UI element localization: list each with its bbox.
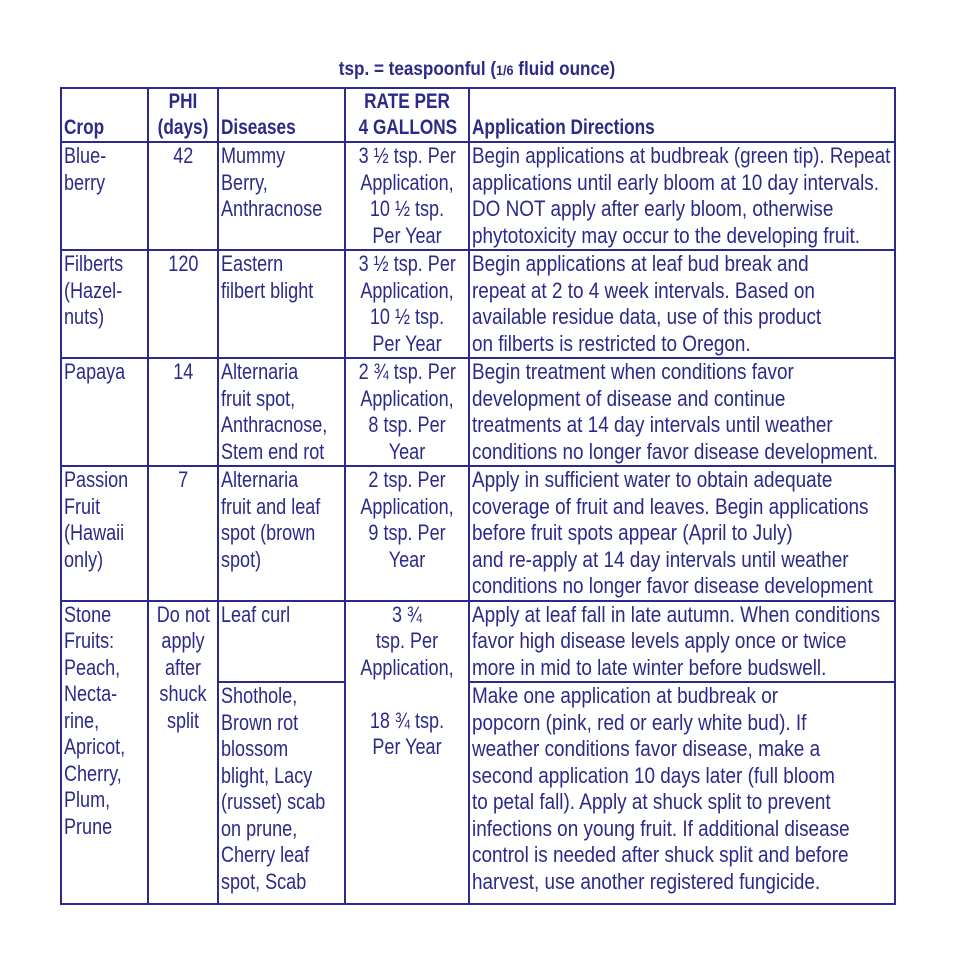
- directions-cell: Begin applications at budbreak (green tip). Repeat applications until early bloom at 10 day intervals. DO NOT apply after early bloom, otherwise phytotoxicity may occur to the developing fruit.: [469, 142, 895, 250]
- diseases-cell: Mummy Berry, Anthracnose: [218, 142, 345, 250]
- rate-cell: 3 ¾ tsp. Per Application, 18 ¾ tsp. Per Year: [345, 601, 469, 905]
- fungicide-application-table: [60, 87, 896, 905]
- header-crop: Crop: [61, 88, 148, 142]
- rate-cell: 2 tsp. Per Application, 9 tsp. Per Year: [345, 466, 469, 601]
- caption-text-start: tsp. = teaspoonful (: [338, 59, 497, 80]
- header-phi: PHI (days): [148, 88, 218, 142]
- diseases-cell: Leaf curl: [218, 601, 345, 683]
- rate-cell: 2 ¾ tsp. Per Application, 8 tsp. Per Year: [345, 358, 469, 466]
- directions-cell: Begin applications at leaf bud break and repeat at 2 to 4 week intervals. Based on available residue data, use of this product on filberts is restricted to Oregon.: [469, 250, 895, 358]
- table-row: [61, 250, 895, 358]
- header-rate: RATE PER 4 GALLONS: [345, 88, 469, 142]
- directions-cell: Begin treatment when conditions favor development of disease and continue treatments at 14 day intervals until weather conditions no longer favor disease development.: [469, 358, 895, 466]
- phi-cell: 7: [148, 466, 218, 601]
- directions-cell: Apply at leaf fall in late autumn. When conditions favor high disease levels apply once or twice more in mid to late winter before budswell.: [469, 601, 895, 683]
- crop-cell: Blue- berry: [61, 142, 148, 250]
- phi-cell: 14: [148, 358, 218, 466]
- crop-cell: Passion Fruit (Hawaii only): [61, 466, 148, 601]
- diseases-cell: Shothole, Brown rot blossom blight, Lacy (russet) scab on prune, Cherry leaf spot, Scab: [218, 682, 345, 904]
- directions-cell: Apply in sufficient water to obtain adequate coverage of fruit and leaves. Begin applications before fruit spots appear (April to July) and re-apply at 14 day intervals until weather conditions no longer favor disease development: [469, 466, 895, 601]
- diseases-cell: Alternaria fruit and leaf spot (brown spot): [218, 466, 345, 601]
- crop-cell: Stone Fruits: Peach, Necta- rine, Apricot, Cherry, Plum, Prune: [61, 601, 148, 905]
- phi-cell: 42: [148, 142, 218, 250]
- header-directions: Application Directions: [469, 88, 895, 142]
- table-row: [61, 142, 895, 250]
- phi-cell: Do not apply after shuck split: [148, 601, 218, 905]
- diseases-cell: Eastern filbert blight: [218, 250, 345, 358]
- header-diseases: Diseases: [218, 88, 345, 142]
- header-row: [61, 88, 895, 142]
- crop-cell: Filberts (Hazel- nuts): [61, 250, 148, 358]
- rate-cell: 3 ½ tsp. Per Application, 10 ½ tsp. Per Year: [345, 142, 469, 250]
- directions-cell: Make one application at budbreak or popcorn (pink, red or early white bud). If weather conditions favor disease, make a second application 10 days later (full bloom to petal fall). Apply at shuck split to prevent infections on young fruit. If additional disease control is needed after shuck split and before harvest, use another registered fungicide.: [469, 682, 895, 904]
- table-row: [61, 601, 895, 683]
- diseases-cell: Alternaria fruit spot, Anthracnose, Stem end rot: [218, 358, 345, 466]
- caption-text-end: fluid ounce): [513, 59, 616, 80]
- table-row: [61, 358, 895, 466]
- phi-cell: 120: [148, 250, 218, 358]
- crop-cell: Papaya: [61, 358, 148, 466]
- rate-cell: 3 ½ tsp. Per Application, 10 ½ tsp. Per Year: [345, 250, 469, 358]
- caption-fraction: 1/6: [496, 62, 514, 78]
- table-row: [61, 466, 895, 601]
- table-caption: [102, 58, 853, 82]
